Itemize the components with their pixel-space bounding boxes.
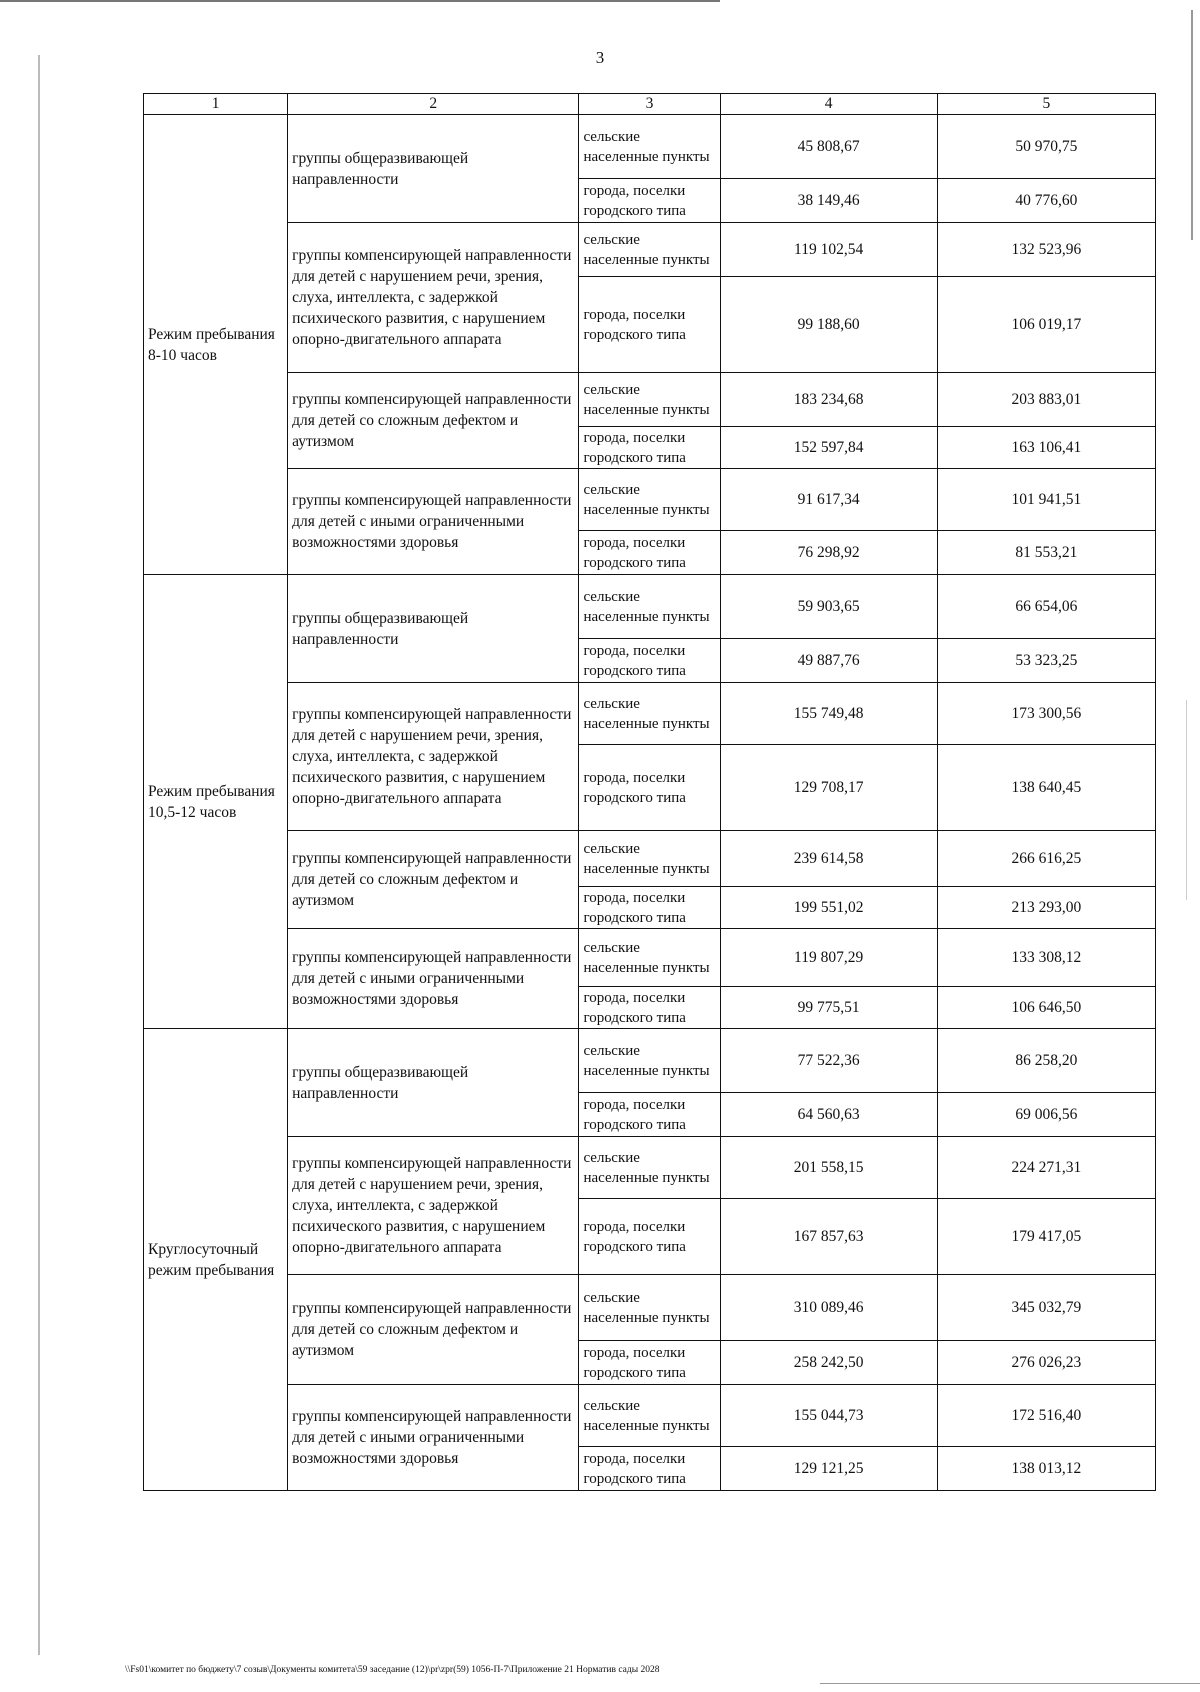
group-name-cell: группы компенсирующей направленности для детей со сложным дефектом и аутизмом — [288, 831, 579, 929]
table-row — [144, 373, 1156, 427]
value-col4-cell: 183 234,68 — [720, 373, 937, 427]
value-col5-cell: 224 271,31 — [937, 1137, 1155, 1199]
locality-rural-cell: сельские населенные пункты — [579, 1385, 720, 1447]
group-name-cell: группы компенсирующей направленности для детей со сложным дефектом и аутизмом — [288, 373, 579, 469]
value-col4-cell: 152 597,84 — [720, 427, 937, 469]
value-col5-cell: 40 776,60 — [937, 179, 1155, 223]
regime-cell: Режим пребывания 8-10 часов — [144, 115, 288, 575]
locality-urban-cell: города, поселки городского типа — [579, 1447, 720, 1491]
value-col4-cell: 310 089,46 — [720, 1275, 937, 1341]
value-col5-cell: 50 970,75 — [937, 115, 1155, 179]
col-header-1: 1 — [144, 94, 288, 115]
table-row — [144, 831, 1156, 887]
value-col5-cell: 133 308,12 — [937, 929, 1155, 987]
scan-edge-bottom — [820, 1683, 1200, 1684]
col-header-4: 4 — [720, 94, 937, 115]
value-col4-cell: 129 121,25 — [720, 1447, 937, 1491]
locality-urban-cell: города, поселки городского типа — [579, 277, 720, 373]
tariff-table — [143, 93, 1156, 1491]
value-col4-cell: 45 808,67 — [720, 115, 937, 179]
value-col5-cell: 163 106,41 — [937, 427, 1155, 469]
locality-rural-cell: сельские населенные пункты — [579, 1137, 720, 1199]
regime-cell: Режим пребывания 10,5-12 часов — [144, 575, 288, 1029]
group-name-cell: группы общеразвивающей направленности — [288, 1029, 579, 1137]
scan-edge-top — [0, 0, 720, 2]
value-col5-cell: 138 640,45 — [937, 745, 1155, 831]
locality-rural-cell: сельские населенные пункты — [579, 373, 720, 427]
value-col4-cell: 91 617,34 — [720, 469, 937, 531]
group-name-cell: группы компенсирующей направленности для детей с нарушением речи, зрения, слуха, интеллекта, с задержкой психического развития, с нарушением опорно-двигательного аппарата — [288, 1137, 579, 1275]
value-col4-cell: 199 551,02 — [720, 887, 937, 929]
value-col4-cell: 38 149,46 — [720, 179, 937, 223]
value-col4-cell: 99 775,51 — [720, 987, 937, 1029]
table-row — [144, 575, 1156, 639]
value-col5-cell: 213 293,00 — [937, 887, 1155, 929]
locality-rural-cell: сельские населенные пункты — [579, 469, 720, 531]
locality-urban-cell: города, поселки городского типа — [579, 1093, 720, 1137]
locality-urban-cell: города, поселки городского типа — [579, 745, 720, 831]
value-col5-cell: 101 941,51 — [937, 469, 1155, 531]
locality-rural-cell: сельские населенные пункты — [579, 223, 720, 277]
footer-file-path: \\Fs01\комитет по бюджету\7 созыв\Документы комитета\59 заседание (12)\pr\zpr(59) 1056-П-7\Приложение 21 Норматив сады 2028 — [125, 1665, 660, 1675]
group-name-cell: группы общеразвивающей направленности — [288, 575, 579, 683]
table-row — [144, 115, 1156, 179]
value-col5-cell: 106 646,50 — [937, 987, 1155, 1029]
value-col5-cell: 53 323,25 — [937, 639, 1155, 683]
locality-urban-cell: города, поселки городского типа — [579, 1199, 720, 1275]
value-col5-cell: 86 258,20 — [937, 1029, 1155, 1093]
value-col5-cell: 66 654,06 — [937, 575, 1155, 639]
page-number: 3 — [595, 48, 605, 67]
scan-edge-left — [38, 55, 40, 1655]
value-col5-cell: 276 026,23 — [937, 1341, 1155, 1385]
col-header-3: 3 — [579, 94, 720, 115]
table-body — [144, 115, 1156, 1491]
value-col4-cell: 155 044,73 — [720, 1385, 937, 1447]
locality-urban-cell: города, поселки городского типа — [579, 179, 720, 223]
header-row — [144, 94, 1156, 115]
table-row — [144, 929, 1156, 987]
regime-cell: Круглосуточный режим пребывания — [144, 1029, 288, 1491]
group-name-cell: группы общеразвивающей направленности — [288, 115, 579, 223]
value-col5-cell: 106 019,17 — [937, 277, 1155, 373]
value-col5-cell: 172 516,40 — [937, 1385, 1155, 1447]
locality-rural-cell: сельские населенные пункты — [579, 831, 720, 887]
value-col4-cell: 119 102,54 — [720, 223, 937, 277]
value-col5-cell: 179 417,05 — [937, 1199, 1155, 1275]
value-col4-cell: 167 857,63 — [720, 1199, 937, 1275]
locality-rural-cell: сельские населенные пункты — [579, 575, 720, 639]
value-col4-cell: 155 749,48 — [720, 683, 937, 745]
group-name-cell: группы компенсирующей направленности для детей со сложным дефектом и аутизмом — [288, 1275, 579, 1385]
group-name-cell: группы компенсирующей направленности для детей с нарушением речи, зрения, слуха, интеллекта, с задержкой психического развития, с нарушением опорно-двигательного аппарата — [288, 223, 579, 373]
locality-urban-cell: города, поселки городского типа — [579, 531, 720, 575]
value-col4-cell: 201 558,15 — [720, 1137, 937, 1199]
locality-rural-cell: сельские населенные пункты — [579, 929, 720, 987]
table-row — [144, 469, 1156, 531]
locality-urban-cell: города, поселки городского типа — [579, 427, 720, 469]
locality-urban-cell: города, поселки городского типа — [579, 987, 720, 1029]
table-row — [144, 1275, 1156, 1341]
value-col5-cell: 173 300,56 — [937, 683, 1155, 745]
value-col4-cell: 119 807,29 — [720, 929, 937, 987]
value-col4-cell: 64 560,63 — [720, 1093, 937, 1137]
locality-urban-cell: города, поселки городского типа — [579, 1341, 720, 1385]
group-name-cell: группы компенсирующей направленности для детей с иными ограниченными возможностями здоровья — [288, 1385, 579, 1491]
col-header-5: 5 — [937, 94, 1155, 115]
table-row — [144, 683, 1156, 745]
value-col4-cell: 258 242,50 — [720, 1341, 937, 1385]
value-col5-cell: 203 883,01 — [937, 373, 1155, 427]
value-col5-cell: 266 616,25 — [937, 831, 1155, 887]
locality-urban-cell: города, поселки городского типа — [579, 887, 720, 929]
group-name-cell: группы компенсирующей направленности для детей с иными ограниченными возможностями здоровья — [288, 469, 579, 575]
value-col5-cell: 81 553,21 — [937, 531, 1155, 575]
table-row — [144, 1029, 1156, 1093]
table-row — [144, 1385, 1156, 1447]
value-col4-cell: 76 298,92 — [720, 531, 937, 575]
scan-edge-right — [1191, 10, 1193, 240]
table-row — [144, 223, 1156, 277]
value-col4-cell: 99 188,60 — [720, 277, 937, 373]
value-col5-cell: 69 006,56 — [937, 1093, 1155, 1137]
locality-urban-cell: города, поселки городского типа — [579, 639, 720, 683]
group-name-cell: группы компенсирующей направленности для детей с нарушением речи, зрения, слуха, интеллекта, с задержкой психического развития, с нарушением опорно-двигательного аппарата — [288, 683, 579, 831]
table-row — [144, 1137, 1156, 1199]
col-header-2: 2 — [288, 94, 579, 115]
value-col4-cell: 239 614,58 — [720, 831, 937, 887]
value-col4-cell: 129 708,17 — [720, 745, 937, 831]
locality-rural-cell: сельские населенные пункты — [579, 115, 720, 179]
value-col4-cell: 49 887,76 — [720, 639, 937, 683]
value-col5-cell: 138 013,12 — [937, 1447, 1155, 1491]
locality-rural-cell: сельские населенные пункты — [579, 683, 720, 745]
value-col5-cell: 132 523,96 — [937, 223, 1155, 277]
locality-rural-cell: сельские населенные пункты — [579, 1029, 720, 1093]
value-col5-cell: 345 032,79 — [937, 1275, 1155, 1341]
table-header — [144, 94, 1156, 115]
locality-rural-cell: сельские населенные пункты — [579, 1275, 720, 1341]
group-name-cell: группы компенсирующей направленности для детей с иными ограниченными возможностями здоровья — [288, 929, 579, 1029]
scan-edge-right-lower — [1186, 700, 1187, 900]
value-col4-cell: 77 522,36 — [720, 1029, 937, 1093]
value-col4-cell: 59 903,65 — [720, 575, 937, 639]
